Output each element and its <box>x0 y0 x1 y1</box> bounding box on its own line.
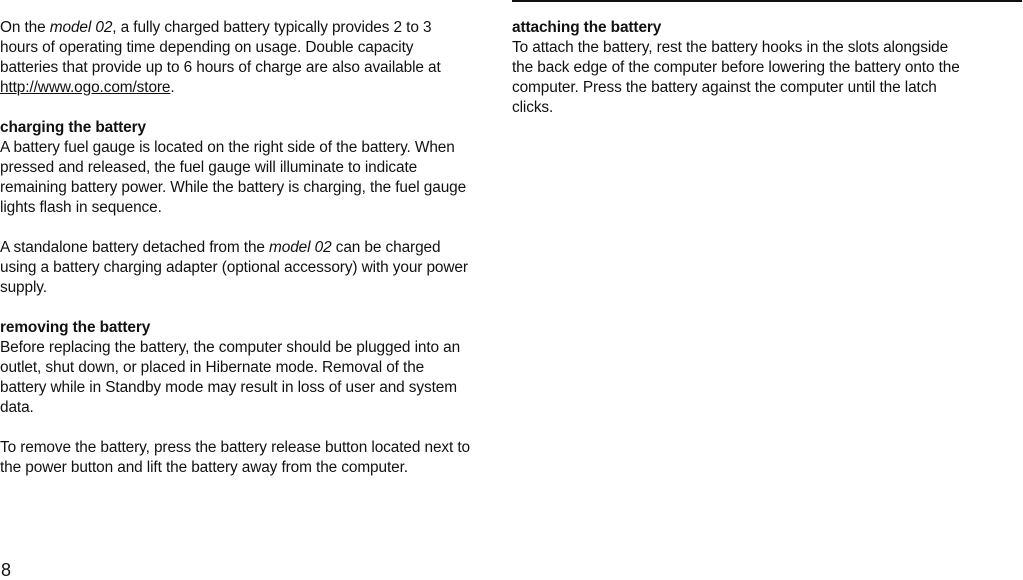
intro-model-name: model 02 <box>49 19 113 36</box>
intro-text-after: , a fully charged battery typically provides 2 to 3 hours of operating time depending on usage. Double capacity batteries that provide up to 6 hours of charge are also available at <box>0 19 441 76</box>
spacer <box>0 98 470 118</box>
charging-paragraph-1: A battery fuel gauge is located on the right side of the battery. When pressed and released, the fuel gauge will illuminate to indicate remaining battery power. While the battery is charging, the fuel gauge lights flash in sequence. <box>0 139 467 216</box>
left-column <box>0 18 470 478</box>
charging-p2-before: A standalone battery detached from the <box>0 239 270 256</box>
page-number: 8 <box>1 560 12 580</box>
top-rule-divider <box>512 0 1022 2</box>
store-link[interactable]: http://www.ogo.com/store <box>0 79 171 96</box>
attaching-paragraph: To attach the battery, rest the battery hooks in the slots alongside the back edge of the computer before lowering the battery onto the computer. Press the battery against the computer until the latch clicks. <box>512 39 960 116</box>
charging-p2-model: model 02 <box>269 239 332 256</box>
charging-heading: charging the battery <box>0 119 146 136</box>
intro-text-before: On the <box>0 19 50 36</box>
removing-paragraph-2: To remove the battery, press the battery release button located next to the power button and lift the battery away from the computer. <box>0 439 470 476</box>
spacer <box>0 218 470 238</box>
spacer <box>0 298 470 318</box>
charging-p2-after: can be charged using a battery charging adapter (optional accessory) with your power supply. <box>0 239 468 296</box>
attaching-heading: attaching the battery <box>512 19 662 36</box>
right-column <box>512 18 962 118</box>
spacer <box>0 418 470 438</box>
intro-text-end: . <box>170 79 175 96</box>
removing-heading: removing the battery <box>0 319 151 336</box>
intro-paragraph <box>0 18 470 98</box>
charging-paragraph-2 <box>0 238 470 298</box>
removing-paragraph-1: Before replacing the battery, the computer should be plugged into an outlet, shut down, or placed in Hibernate mode. Removal of the battery while in Standby mode may result in loss of user and system data. <box>0 339 461 416</box>
